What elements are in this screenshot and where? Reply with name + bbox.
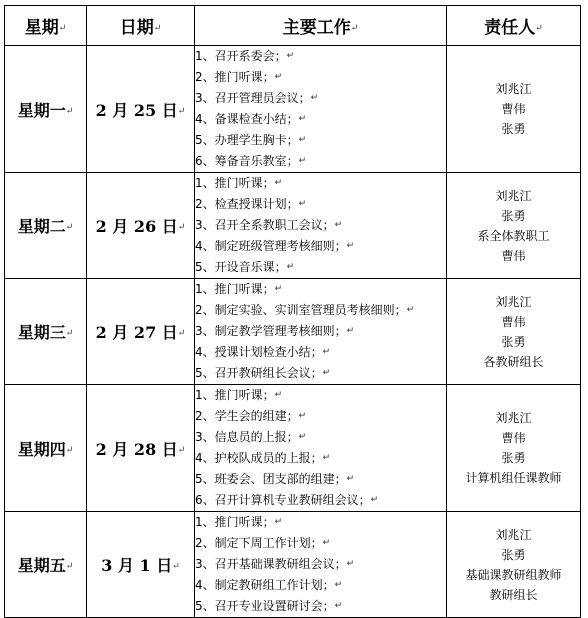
date-label: 3 月 1 日 <box>101 556 173 575</box>
date-label: 2 月 26 日 <box>95 217 178 236</box>
task-item: 5、开设音乐课；↵ <box>195 260 295 274</box>
weekly-schedule-table <box>4 5 581 618</box>
person-name: 张勇 <box>501 547 526 562</box>
person-name: 曹伟 <box>501 431 526 445</box>
task-item: 5、办理学生胸卡；↵ <box>195 133 307 147</box>
table-row <box>5 512 581 618</box>
work-cell <box>195 279 447 385</box>
person-name: 教研组长 <box>489 587 538 602</box>
paragraph-mark: ↵ <box>177 106 186 116</box>
day-cell <box>5 46 87 173</box>
task-item: 4、制定教研组工作计划；↵ <box>195 578 343 592</box>
person-name: 刘兆江 <box>495 411 532 425</box>
responsible-cell <box>447 173 581 279</box>
task-item: 6、筹备音乐教室；↵ <box>195 154 307 168</box>
task-item: 4、备课检查小结；↵ <box>195 112 307 126</box>
date-label: 2 月 27 日 <box>95 323 178 342</box>
person-name: 各教研组长 <box>483 354 544 369</box>
person-name: 曹伟 <box>501 248 526 263</box>
task-item: 2、学生会的组建；↵ <box>195 409 307 423</box>
task-item: 3、信息员的上报；↵ <box>195 430 307 444</box>
header-date <box>87 6 195 46</box>
person-name: 张勇 <box>501 122 526 136</box>
paragraph-mark: ↵ <box>172 561 180 572</box>
day-label: 星期一 <box>17 100 66 120</box>
paragraph-mark: ↵ <box>65 222 74 233</box>
day-label: 星期二 <box>17 217 66 236</box>
person-name: 基础课教研组教师 <box>465 567 562 582</box>
person-name: 刘兆江 <box>495 294 532 309</box>
work-cell <box>195 512 447 618</box>
person-name: 刘兆江 <box>495 527 532 542</box>
task-item: 2、推门听课；↵ <box>195 70 283 84</box>
responsible-cell <box>447 385 581 512</box>
header-date-label: 日期 <box>119 18 154 38</box>
date-cell <box>87 46 195 173</box>
header-responsible-label: 责任人 <box>484 18 536 38</box>
date-label: 2 月 28 日 <box>95 439 178 459</box>
task-item: 6、召开计算机专业教研组会议；↵ <box>195 493 379 507</box>
date-cell <box>87 173 195 279</box>
work-cell <box>195 173 447 279</box>
responsible-cell <box>447 279 581 385</box>
task-item: 4、制定班级管理考核细则；↵ <box>195 239 355 253</box>
header-day <box>5 6 87 46</box>
task-item: 1、推门听课；↵ <box>195 176 283 190</box>
responsible-cell <box>447 512 581 618</box>
table-row <box>5 279 581 385</box>
date-label: 2 月 25 日 <box>95 100 178 120</box>
table-row <box>5 173 581 279</box>
header-work <box>195 6 447 46</box>
header-responsible <box>447 6 581 46</box>
person-name: 刘兆江 <box>495 82 532 96</box>
task-item: 4、护校队成员的上报；↵ <box>195 451 331 465</box>
paragraph-mark: ↵ <box>65 106 74 116</box>
responsible-cell <box>447 46 581 173</box>
task-item: 2、检查授课计划；↵ <box>195 197 307 211</box>
day-label: 星期四 <box>17 439 66 459</box>
paragraph-mark: ↵ <box>153 23 162 34</box>
work-cell <box>195 385 447 512</box>
person-name: 张勇 <box>501 334 526 349</box>
work-cell <box>195 46 447 173</box>
table-row <box>5 46 581 173</box>
date-cell <box>87 512 195 618</box>
header-work-label: 主要工作 <box>282 18 351 38</box>
day-label: 星期三 <box>17 323 66 342</box>
header-day-label: 星期 <box>24 18 59 38</box>
task-item: 1、推门听课；↵ <box>195 388 283 402</box>
paragraph-mark: ↵ <box>65 445 74 455</box>
paragraph-mark: ↵ <box>350 23 359 34</box>
task-item: 5、召开教研组长会议；↵ <box>195 366 331 380</box>
paragraph-mark: ↵ <box>535 23 543 34</box>
task-item: 5、班委会、团支部的组建；↵ <box>195 472 355 486</box>
person-name: 计算机组任课教师 <box>465 471 562 485</box>
person-name: 刘兆江 <box>495 188 532 203</box>
table-row <box>5 385 581 512</box>
day-cell <box>5 279 87 385</box>
paragraph-mark: ↵ <box>65 561 74 572</box>
day-cell <box>5 512 87 618</box>
task-item: 1、推门听课；↵ <box>195 515 283 529</box>
paragraph-mark: ↵ <box>177 328 186 339</box>
person-name: 曹伟 <box>501 102 526 116</box>
paragraph-mark: ↵ <box>65 328 74 339</box>
task-item: 3、制定教学管理考核细则；↵ <box>195 324 355 338</box>
paragraph-mark: ↵ <box>177 222 186 233</box>
task-item: 4、授课计划检查小结；↵ <box>195 345 331 359</box>
person-name: 系全体教职工 <box>477 228 550 243</box>
day-label: 星期五 <box>17 556 66 575</box>
task-item: 3、召开基础课教研组会议；↵ <box>195 557 355 571</box>
task-item: 1、召开系委会；↵ <box>195 49 295 63</box>
person-name: 张勇 <box>501 208 526 223</box>
paragraph-mark: ↵ <box>177 445 186 455</box>
person-name: 张勇 <box>501 451 526 465</box>
date-cell <box>87 279 195 385</box>
task-item: 2、制定实验、实训室管理员考核细则；↵ <box>195 303 415 317</box>
date-cell <box>87 385 195 512</box>
task-item: 5、召开专业设置研讨会；↵ <box>195 599 343 613</box>
day-cell <box>5 385 87 512</box>
day-cell <box>5 173 87 279</box>
table-header-row <box>5 6 581 46</box>
task-item: 3、召开管理员会议；↵ <box>195 91 319 105</box>
task-item: 2、制定下周工作计划；↵ <box>195 536 331 550</box>
person-name: 曹伟 <box>501 314 526 329</box>
paragraph-mark: ↵ <box>58 23 67 34</box>
task-item: 3、召开全系教职工会议；↵ <box>195 218 343 232</box>
task-item: 1、推门听课；↵ <box>195 282 283 296</box>
